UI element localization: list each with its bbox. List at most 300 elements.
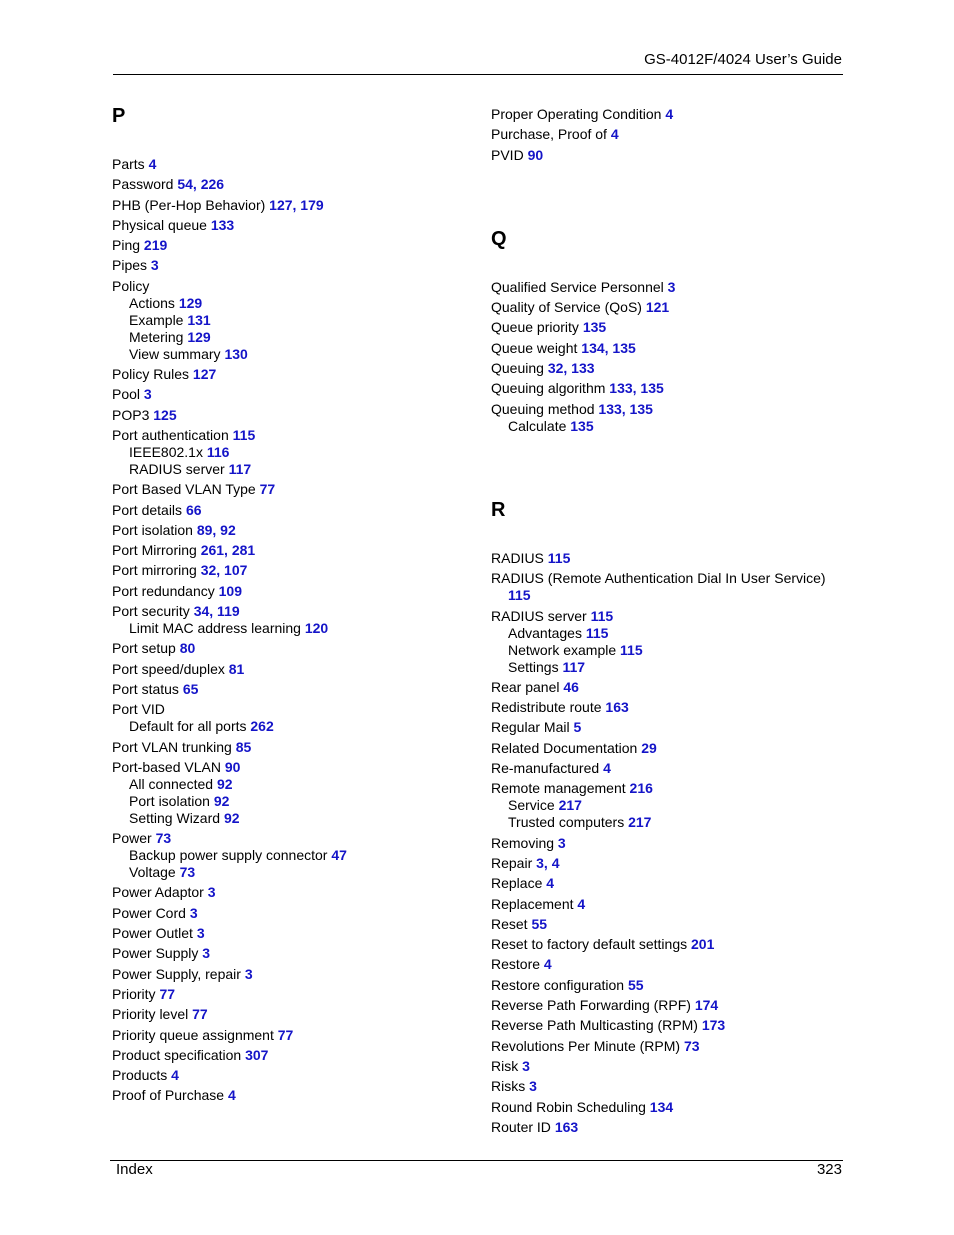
index-entry — [491, 740, 851, 757]
index-entry-line — [491, 1058, 851, 1075]
index-term: Risks — [491, 1078, 526, 1095]
index-term: Policy Rules — [112, 366, 190, 383]
index-term: Port mirroring — [112, 562, 197, 579]
index-entry-line — [112, 542, 472, 559]
index-entry — [491, 997, 851, 1014]
index-entry — [112, 1087, 472, 1104]
index-entry-line — [112, 603, 472, 620]
page-reference-link[interactable]: 3 — [522, 1057, 530, 1074]
index-entry — [112, 701, 472, 735]
page-reference-link[interactable]: 174 — [694, 997, 719, 1014]
index-term: Power Supply — [112, 945, 199, 962]
index-term: Regular Mail — [491, 719, 570, 736]
index-entry-line — [112, 739, 472, 756]
index-entry-line — [491, 916, 851, 933]
index-subterm: Settings — [508, 658, 559, 675]
index-subterm: View summary — [129, 345, 221, 362]
page-reference-link[interactable]: 77 — [259, 481, 276, 498]
page-reference-link[interactable]: 217 — [628, 814, 652, 831]
index-entry — [491, 570, 851, 604]
index-term: Reverse Path Multicasting (RPM) — [491, 1017, 698, 1034]
index-entry-line — [491, 279, 851, 296]
page-reference-link[interactable]: 4 — [665, 106, 674, 122]
index-term: Reset to factory default settings — [491, 936, 688, 953]
index-entry — [491, 1099, 851, 1116]
page-reference-link[interactable]: 163 — [605, 699, 629, 716]
index-entry — [112, 217, 472, 234]
index-term: RADIUS (Remote Authentication Dial In User Service) — [491, 570, 826, 587]
header-rule — [113, 74, 843, 75]
page-reference-link[interactable]: 127 — [192, 366, 217, 383]
index-term: Replacement — [491, 895, 574, 912]
page-reference-link[interactable]: 77 — [159, 985, 176, 1002]
index-entry — [491, 699, 851, 716]
index-term: Reset — [491, 915, 528, 932]
index-entry — [112, 739, 472, 756]
index-subentry — [112, 793, 472, 810]
index-entry — [112, 945, 472, 962]
index-entry-line — [112, 156, 472, 173]
index-term: Reverse Path Forwarding (RPF) — [491, 997, 691, 1014]
index-subterm: Default for all ports — [129, 718, 247, 735]
index-entry — [112, 1006, 472, 1023]
page-reference-link[interactable]: 55 — [531, 915, 548, 932]
index-entry-line — [112, 481, 472, 498]
index-term: Port speed/duplex — [112, 660, 225, 677]
index-entry-line — [112, 1006, 472, 1023]
index-entry — [491, 319, 851, 336]
index-entry — [112, 884, 472, 901]
page-reference-link[interactable]: 307 — [245, 1046, 269, 1063]
index-entry — [491, 1017, 851, 1034]
index-term: Port isolation — [112, 521, 193, 538]
page-reference-link[interactable]: 201 — [691, 936, 715, 953]
index-subentry — [112, 810, 472, 827]
page-reference-link[interactable]: 115 — [232, 426, 256, 443]
index-term: Products — [112, 1067, 168, 1084]
index-entry-line — [491, 936, 851, 953]
index-entry-line — [491, 299, 851, 316]
index-term: Power — [112, 830, 152, 847]
page-reference-link[interactable]: 109 — [218, 582, 242, 599]
page-reference-link[interactable]: 47 — [331, 847, 347, 864]
index-entry — [491, 977, 851, 994]
page-reference-link[interactable]: 262 — [250, 718, 274, 735]
page-reference-link[interactable]: 117 — [562, 658, 586, 675]
index-entry — [491, 126, 851, 143]
index-entry — [491, 875, 851, 892]
index-subterm: Advantages — [508, 624, 582, 641]
index-entry-line — [491, 956, 851, 973]
index-term: POP3 — [112, 406, 150, 423]
index-term: Proof of Purchase — [112, 1087, 225, 1104]
index-entry — [112, 386, 472, 403]
page-reference-link[interactable]: 77 — [277, 1026, 294, 1043]
index-term: Pool — [112, 386, 141, 403]
page-reference-link[interactable]: 80 — [179, 640, 196, 657]
index-term: Port-based VLAN — [112, 758, 221, 775]
index-term: RADIUS server — [491, 607, 587, 624]
page-reference-link[interactable]: 3 — [150, 257, 159, 274]
page-reference-link[interactable]: 90 — [224, 758, 241, 775]
page-reference-link[interactable]: 92 — [216, 775, 233, 792]
index-term: Power Supply, repair — [112, 965, 241, 982]
index-entry — [112, 925, 472, 942]
page-reference-link[interactable]: 3 — [207, 884, 216, 901]
index-subentry — [112, 329, 472, 346]
page-reference-link[interactable]: 134 — [649, 1098, 674, 1115]
index-entry-line — [112, 237, 472, 254]
index-term: Rear panel — [491, 678, 560, 695]
index-subterm: All connected — [129, 775, 214, 792]
index-entry-line — [112, 386, 472, 403]
index-entry-line — [491, 1038, 851, 1055]
index-entry-line — [491, 147, 851, 164]
index-term: RADIUS — [491, 549, 544, 566]
index-entry — [491, 608, 851, 676]
index-subentry — [112, 847, 472, 864]
index-term: Power Cord — [112, 904, 186, 921]
index-term: Policy — [112, 277, 150, 294]
page-reference-link[interactable]: 4 — [171, 1067, 179, 1084]
index-term: Removing — [491, 834, 555, 851]
page-reference-link[interactable]: 135 — [570, 417, 594, 434]
page-reference-link[interactable]: 55 — [627, 976, 644, 993]
index-entry — [112, 257, 472, 274]
index-entry-line — [112, 966, 472, 983]
page-reference-link[interactable]: 92 — [213, 792, 230, 809]
page-reference-link[interactable]: 133, 135 — [609, 380, 664, 397]
index-entry-line — [112, 925, 472, 942]
index-term: Product specification — [112, 1046, 242, 1063]
page-reference-link[interactable]: 129 — [178, 294, 203, 311]
index-term: Quality of Service (QoS) — [491, 299, 642, 316]
index-subterm: Voltage — [129, 864, 176, 881]
index-subterm: Actions — [129, 294, 175, 311]
page-reference-link[interactable]: 4 — [148, 156, 157, 172]
index-term: Redistribute route — [491, 699, 602, 716]
index-entry — [112, 1027, 472, 1044]
index-entry — [112, 481, 472, 498]
page-reference-link[interactable]: 29 — [641, 739, 657, 756]
index-entry-line — [491, 550, 851, 567]
page-reference-link[interactable]: 3 — [529, 1078, 537, 1095]
index-entry — [112, 640, 472, 657]
index-subterm: Example — [129, 311, 184, 328]
index-entry — [491, 679, 851, 696]
page-reference-link[interactable]: 115 — [590, 607, 614, 624]
index-subentry — [491, 418, 851, 435]
page-reference-link[interactable]: 130 — [224, 345, 248, 362]
index-term: Parts — [112, 156, 145, 172]
page-reference-link[interactable]: 134, 135 — [581, 339, 636, 356]
index-entry-line — [112, 661, 472, 678]
page-reference-link[interactable]: 173 — [701, 1017, 726, 1034]
index-term: Re-manufactured — [491, 760, 600, 777]
page-reference-link[interactable]: 3 — [196, 925, 205, 942]
index-entry-line — [112, 197, 472, 214]
index-term: Queuing — [491, 360, 544, 377]
index-entry-line — [112, 945, 472, 962]
index-entry — [491, 340, 851, 357]
page-reference-link[interactable]: 217 — [558, 797, 582, 814]
page-reference-link[interactable]: 4 — [546, 875, 555, 892]
index-subterm: IEEE802.1x — [129, 443, 203, 460]
index-subentry — [112, 718, 472, 735]
index-entry — [491, 380, 851, 397]
page-reference-link[interactable]: 89, 92 — [196, 521, 236, 538]
page-reference-link[interactable]: 4 — [603, 760, 611, 777]
page-reference-link[interactable]: 216 — [629, 780, 653, 797]
index-subentry — [112, 461, 472, 478]
page-reference-link[interactable]: 261, 281 — [200, 542, 256, 559]
index-entry — [112, 1067, 472, 1084]
index-term: PVID — [491, 146, 524, 163]
index-term: Round Robin Scheduling — [491, 1098, 646, 1115]
page-reference-link[interactable]: 121 — [645, 299, 670, 316]
index-entry — [491, 550, 851, 567]
index-term: Queuing algorithm — [491, 380, 606, 397]
page-reference-link[interactable]: 120 — [304, 620, 329, 637]
index-entry-line — [491, 1078, 851, 1095]
page-reference-link[interactable]: 4 — [227, 1087, 236, 1104]
index-term: Port details — [112, 501, 183, 518]
page-reference-link[interactable]: 116 — [206, 443, 230, 460]
page-reference-link[interactable]: 85 — [235, 738, 252, 755]
index-entry-line — [112, 257, 472, 274]
page-reference-link[interactable]: 92 — [223, 809, 240, 826]
index-entry-line — [491, 835, 851, 852]
page-reference-link[interactable]: 3, 4 — [536, 854, 560, 871]
page-reference-link[interactable]: 131 — [187, 311, 211, 328]
index-entry — [491, 835, 851, 852]
index-entry — [112, 407, 472, 424]
page-reference-link[interactable]: 90 — [527, 146, 544, 163]
page-reference-link[interactable]: 4 — [610, 126, 619, 143]
index-term: Pipes — [112, 257, 148, 274]
index-entry-line — [112, 830, 472, 847]
index-subterm: Limit MAC address learning — [129, 620, 301, 637]
index-subentry — [491, 625, 851, 642]
page-reference-link[interactable]: 115 — [585, 624, 609, 641]
page-header-title: GS-4012F/4024 User’s Guide — [644, 51, 842, 68]
index-term: Port Mirroring — [112, 542, 197, 559]
index-entry-line — [112, 427, 472, 444]
index-term: Ping — [112, 237, 141, 254]
page-reference-link[interactable]: 66 — [185, 501, 202, 518]
page-reference-link[interactable]: 32, 133 — [547, 360, 595, 377]
index-term: Purchase, Proof of — [491, 126, 607, 143]
index-entry — [112, 562, 472, 579]
index-entry-line — [491, 679, 851, 696]
index-entry-line — [112, 502, 472, 519]
page-reference-link[interactable]: 219 — [143, 237, 168, 254]
index-term: Router ID — [491, 1118, 551, 1135]
index-term: Priority — [112, 985, 156, 1002]
index-entry — [491, 956, 851, 973]
index-entry — [112, 681, 472, 698]
page-reference-link[interactable]: 115 — [620, 641, 643, 658]
index-term: Queuing method — [491, 400, 595, 417]
index-entry-line — [112, 583, 472, 600]
index-subentry — [112, 620, 472, 637]
index-entry-line — [112, 1047, 472, 1064]
page-reference-link[interactable]: 46 — [563, 678, 579, 695]
index-entry-line — [491, 780, 851, 797]
index-entry — [112, 197, 472, 214]
index-entry — [491, 855, 851, 872]
page-reference-link[interactable]: 73 — [179, 864, 196, 881]
index-column-left — [112, 104, 472, 1108]
index-letter-heading: P — [112, 105, 126, 127]
index-entry — [491, 1038, 851, 1055]
index-entry — [491, 916, 851, 933]
index-entry-line — [491, 1119, 851, 1136]
index-entry-line — [491, 126, 851, 143]
page-reference-link[interactable]: 125 — [153, 406, 177, 423]
page-reference-link[interactable]: 73 — [683, 1037, 700, 1054]
page-reference-link[interactable]: 3 — [189, 904, 198, 921]
page-reference-link[interactable]: 115 — [508, 587, 531, 604]
index-term: Proper Operating Condition — [491, 106, 662, 122]
index-entry-line — [112, 905, 472, 922]
index-entry — [112, 661, 472, 678]
index-entry — [112, 522, 472, 539]
index-term: Physical queue — [112, 216, 207, 233]
index-entry-line — [491, 401, 851, 418]
index-entry-line — [491, 896, 851, 913]
index-entry — [112, 176, 472, 193]
index-letter-heading: R — [491, 498, 506, 521]
index-entry-line — [491, 855, 851, 872]
index-term: Restore configuration — [491, 976, 625, 993]
index-subentry — [491, 814, 851, 831]
page-reference-link[interactable]: 117 — [228, 460, 252, 477]
index-term: Power Adaptor — [112, 884, 204, 901]
page-reference-link[interactable]: 133, 135 — [598, 400, 653, 417]
page-reference-link[interactable]: 65 — [182, 680, 199, 697]
page-reference-link[interactable]: 135 — [582, 319, 607, 336]
index-subentry — [491, 642, 851, 659]
page-reference-link[interactable]: 73 — [155, 830, 172, 847]
index-subentry — [491, 797, 851, 814]
index-entry-line — [112, 407, 472, 424]
index-entry-line — [491, 740, 851, 757]
index-subterm: Service — [508, 797, 555, 814]
index-subterm: Backup power supply connector — [129, 847, 328, 864]
index-entry-line — [112, 759, 472, 776]
index-entry-line — [112, 1067, 472, 1084]
index-subterm: Network example — [508, 641, 617, 658]
page-reference-link[interactable]: 77 — [192, 1006, 208, 1023]
section-gap — [491, 167, 851, 227]
page-reference-link[interactable]: 3 — [557, 834, 566, 851]
index-entry — [491, 780, 851, 831]
index-term: Replace — [491, 875, 543, 892]
index-subentry — [112, 444, 472, 461]
index-term: Port VID — [112, 701, 165, 718]
page-reference-link[interactable]: 3 — [244, 965, 253, 982]
index-term: Repair — [491, 854, 533, 871]
index-term: Priority level — [112, 1006, 189, 1023]
index-entry-line — [112, 701, 472, 718]
index-subterm: Setting Wizard — [129, 809, 221, 826]
index-entry — [491, 1119, 851, 1136]
index-entry — [491, 1058, 851, 1075]
index-subentry — [112, 312, 472, 329]
page-reference-link[interactable]: 4 — [577, 895, 586, 912]
index-entry — [112, 986, 472, 1003]
index-entry-line — [491, 719, 851, 736]
index-entry-line — [112, 278, 472, 295]
page-reference-link[interactable]: 54, 226 — [177, 176, 225, 193]
page-reference-link[interactable]: 127, 179 — [269, 196, 324, 213]
index-subentry — [112, 776, 472, 793]
page-reference-link[interactable]: 34, 119 — [193, 603, 240, 620]
index-subterm: RADIUS server — [129, 460, 225, 477]
page-reference-link[interactable]: 32, 107 — [200, 562, 248, 579]
page-reference-link[interactable]: 3 — [667, 278, 676, 295]
index-entry-line — [491, 106, 851, 123]
page-reference-link[interactable]: 3 — [202, 945, 211, 962]
index-entry-line — [491, 760, 851, 777]
index-entry-line — [491, 570, 851, 587]
index-entry-line — [112, 176, 472, 193]
index-term: Priority queue assignment — [112, 1026, 274, 1043]
index-entry-line — [491, 997, 851, 1014]
index-subentry — [112, 346, 472, 363]
index-subterm: Metering — [129, 328, 184, 345]
index-entry-line — [491, 1017, 851, 1034]
index-entry — [491, 936, 851, 953]
index-entry — [112, 542, 472, 559]
index-column-right — [491, 106, 851, 1139]
index-entry — [112, 502, 472, 519]
index-entry-line — [112, 986, 472, 1003]
index-entry — [491, 147, 851, 164]
index-subentry — [491, 587, 851, 604]
index-entry — [112, 759, 472, 827]
index-entry-line — [491, 340, 851, 357]
index-term: Port redundancy — [112, 582, 215, 599]
index-entry — [491, 106, 851, 123]
page-reference-link[interactable]: 3 — [143, 386, 152, 403]
index-subentry — [491, 659, 851, 676]
index-term: Power Outlet — [112, 925, 193, 942]
index-term: Revolutions Per Minute (RPM) — [491, 1037, 681, 1054]
index-entry — [112, 1047, 472, 1064]
index-entry-line — [112, 217, 472, 234]
page-reference-link[interactable]: 81 — [228, 660, 245, 677]
index-term: Port VLAN trunking — [112, 738, 232, 755]
index-entry-line — [491, 875, 851, 892]
page-reference-link[interactable]: 129 — [187, 328, 211, 345]
index-entry — [112, 830, 472, 881]
index-entry-line — [112, 562, 472, 579]
page-reference-link[interactable]: 5 — [573, 719, 582, 736]
page-reference-link[interactable]: 133 — [210, 216, 235, 233]
index-entry — [112, 427, 472, 478]
page-reference-link[interactable]: 4 — [543, 956, 552, 973]
page-reference-link[interactable]: 115 — [547, 549, 571, 566]
page-reference-link[interactable]: 163 — [554, 1118, 579, 1135]
index-term: Port setup — [112, 640, 176, 657]
index-subterm: Trusted computers — [508, 814, 625, 831]
section-gap — [491, 438, 851, 498]
index-entry-line — [491, 319, 851, 336]
index-entry — [112, 366, 472, 383]
index-term: Queue priority — [491, 319, 579, 336]
